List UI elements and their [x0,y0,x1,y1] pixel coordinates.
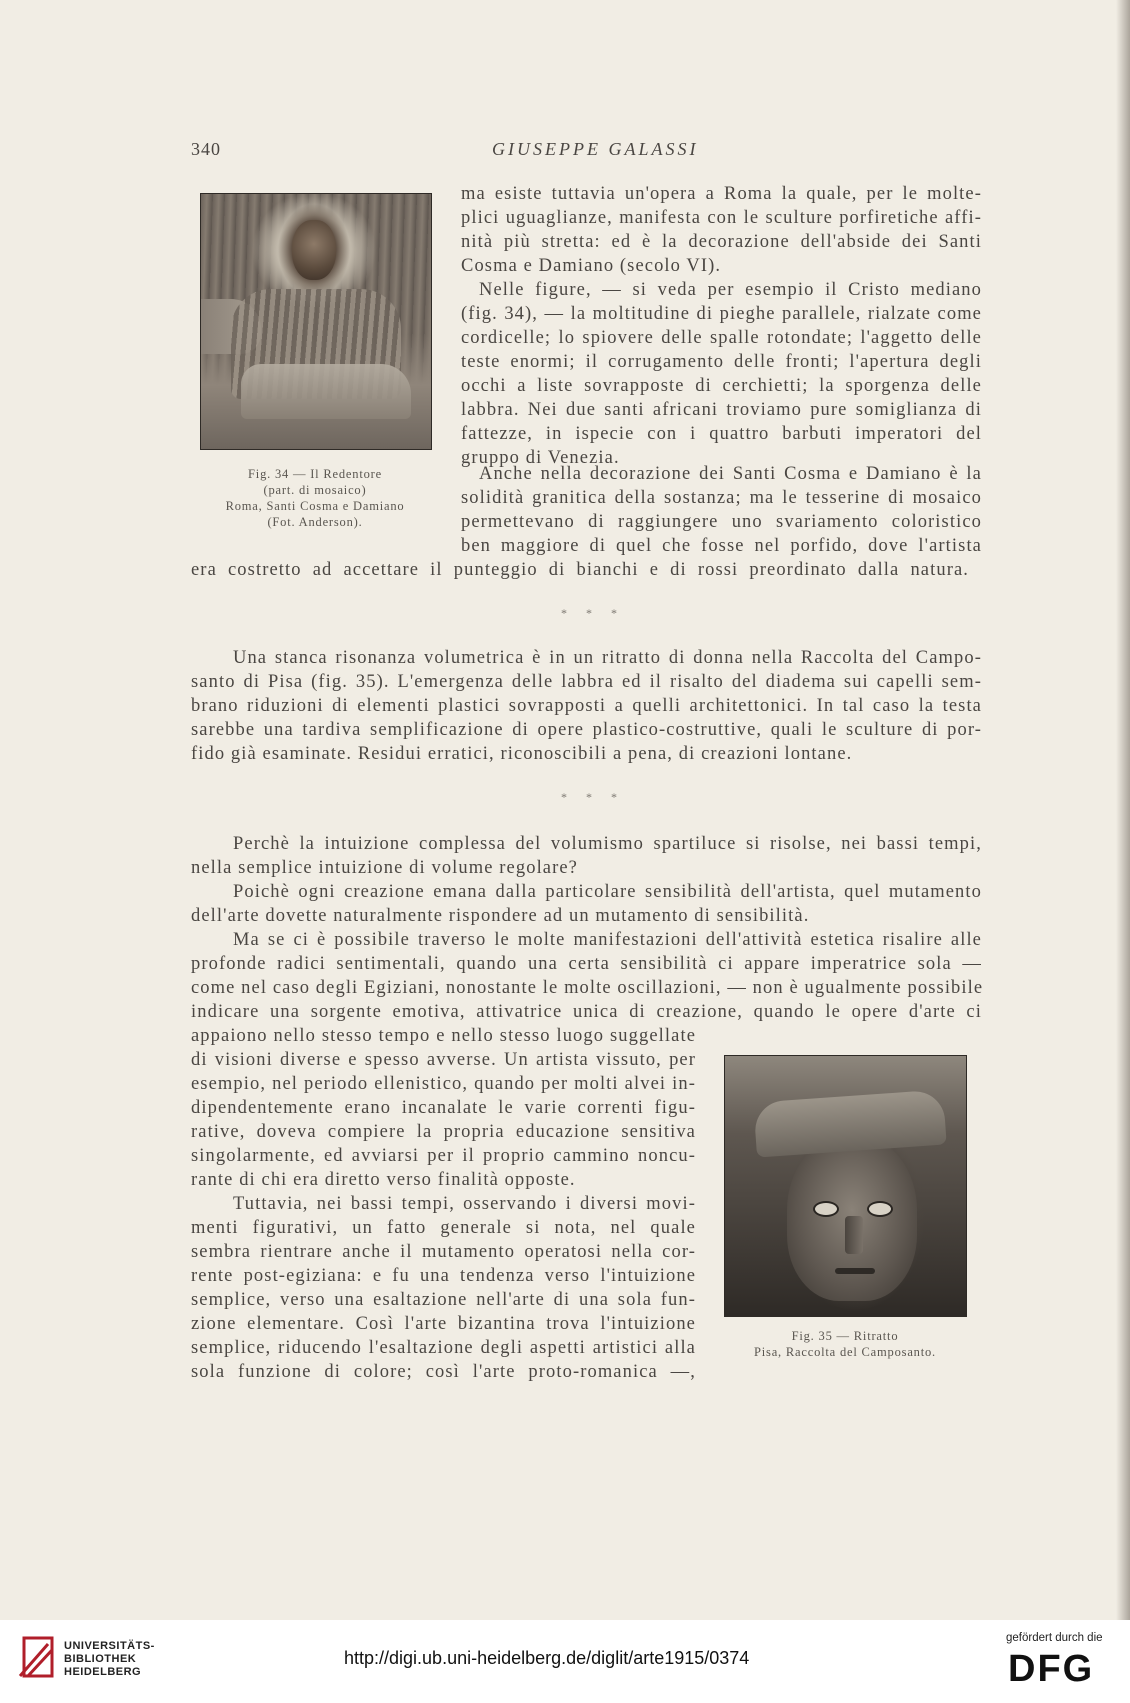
text-line: dell'arte dovette naturalmente rispondere ad un mutamento di sensibilità. [191,906,810,926]
section-divider: * * * [561,790,625,804]
text-line: Ma se ci è possibile traverso le molte manifestazioni dell'attività estetica risalire alle [233,930,982,950]
running-title: GIUSEPPE GALASSI [492,139,699,159]
text-line: Poichè ogni creazione emana dalla particolare sensibilità dell'artista, quel mutamento [233,882,982,902]
text-line: come nel caso degli Egiziani, nonostante le molte oscillazioni, — non è ugualmente possibile [191,978,984,998]
figure-34-caption [188,466,442,530]
text-line: esempio, nel periodo ellenistico, quando per molti alvei in- [191,1074,696,1094]
source-url-link[interactable]: http://digi.ub.uni-heidelberg.de/diglit/arte1915/0374 [344,1648,750,1668]
text-line: rative, doveva compiere la propria educazione sensitiva [191,1122,696,1142]
text-line: santo di Pisa (fig. 35). L'emergenza delle labbra ed il risalto del diadema sui capelli sem- [191,672,982,692]
text-line: sembra rientrare anche il mutamento operatosi nella cor- [191,1242,696,1262]
text-line: Perchè la intuizione complessa del volumismo spartiluce si risolse, nei bassi tempi, [233,834,982,854]
library-name-line: BIBLIOTHEK [64,1653,137,1665]
text-line: di visioni diverse e spesso avverse. Un artista vissuto, per [191,1050,696,1070]
text-line: menti figurativi, un fatto generale si nota, nel quale [191,1218,696,1238]
text-line: solidità granitica della sostanza; ma le tesserine di mosaico [461,488,982,508]
text-line: fattezze, in ispecie con i quattro barbuti imperatori del [461,424,982,444]
text-line: zione elementare. Così l'arte bizantina trova l'intuizione [191,1314,696,1334]
caption-line: Fig. 35 — Ritratto [791,1329,899,1343]
text-line: ben maggiore di quel che fosse nel porfido, dove l'artista [461,536,982,556]
text-line: occhi a liste sovrapposte di cerchietti; la sporgenza delle [461,376,982,396]
text-line: semplice, verso una esaltazione nell'arte di una sola fun- [191,1290,696,1310]
text-line: appaiono nello stesso tempo e nello stesso luogo suggellate [191,1026,696,1046]
text-line: Nelle figure, — si veda per esempio il Cristo mediano [479,280,982,300]
text-line: Tuttavia, nei bassi tempi, osservando i diversi movi- [233,1194,696,1214]
text-line: (fig. 34), — la moltitudine di pieghe parallele, rialzate come [461,304,982,324]
caption-line: Pisa, Raccolta del Camposanto. [754,1345,936,1359]
caption-line: Roma, Santi Cosma e Damiano [225,499,405,513]
text-line: Anche nella decorazione dei Santi Cosma e Damiano è la [479,464,982,484]
text-line: semplice, riducendo l'esaltazione degli aspetti artistici alla [191,1338,696,1358]
figure-34-mosaic-image [200,193,432,450]
library-name [64,1640,155,1679]
text-line: profonde radici sentimentali, quando una certa sensibilità ci appare imperatrice sola — [191,954,982,974]
text-line: gruppo di Venezia. [461,448,620,468]
text-line: nella semplice intuizione di volume regolare? [191,858,578,878]
figure-35-portrait-image [724,1055,967,1317]
section-divider: * * * [561,606,625,620]
text-line: cordicelle; lo spiovere delle spalle rotondate; l'aggetto delle [461,328,982,348]
text-line: plici uguaglianze, manifesta con le sculture porfiretiche affi- [461,208,982,228]
funded-by-label: gefördert durch die [1006,1632,1103,1644]
text-line: Cosma e Damiano (secolo VI). [461,256,722,276]
library-name-line: HEIDELBERG [64,1666,142,1678]
footer-bar [0,1620,1130,1703]
figure-35-caption [700,1328,990,1360]
text-line: indicare una sorgente emotiva, attivatrice unica di creazione, quando le opere d'arte ci [191,1002,982,1022]
caption-line: Fig. 34 — Il Redentore [248,467,382,481]
text-line: Una stanca risonanza volumetrica è in un ritratto di donna nella Raccolta del Campo- [233,648,982,668]
text-line: ma esiste tuttavia un'opera a Roma la quale, per le molte- [461,184,982,204]
text-line: rante di chi era diretto verso finalità opposte. [191,1170,576,1190]
text-line: labbra. Nei due santi africani troviamo pure somiglianza di [461,400,982,420]
page-number: 340 [191,139,221,159]
text-line: permettevano di raggiungere uno svariamento coloristico [461,512,982,532]
text-line: dipendentemente erano incanalate le varie correnti figu- [191,1098,696,1118]
text-line: era costretto ad accettare il punteggio di bianchi e di rossi preordinato dalla natura. [191,560,969,580]
library-logo-icon [18,1636,56,1680]
caption-line: (part. di mosaico) [263,483,367,497]
text-line: teste enormi; il corrugamento delle fronti; l'apertura degli [461,352,982,372]
dfg-logo: DFG [1008,1648,1095,1690]
text-line: rente post-egiziana: e fu una tendenza verso l'intuizione [191,1266,696,1286]
text-line: brano riduzioni di elementi plastici sovrapposti a quelli architettonici. In tal caso la testa [191,696,982,716]
caption-line: (Fot. Anderson). [267,515,363,529]
text-line: singolarmente, ed avviarsi per il proprio cammino noncu- [191,1146,696,1166]
library-name-line: UNIVERSITÄTS- [64,1640,155,1652]
text-line: fido già esaminate. Residui erratici, riconoscibili a pena, di creazioni lontane. [191,744,853,764]
text-line: sarebbe una tardiva semplificazione di opere plastico-costruttive, quali le sculture di por- [191,720,982,740]
text-line: sola funzione di colore; così l'arte proto-romanica —, [191,1362,696,1382]
text-line: nità più stretta: ed è la decorazione dell'abside dei Santi [461,232,982,252]
